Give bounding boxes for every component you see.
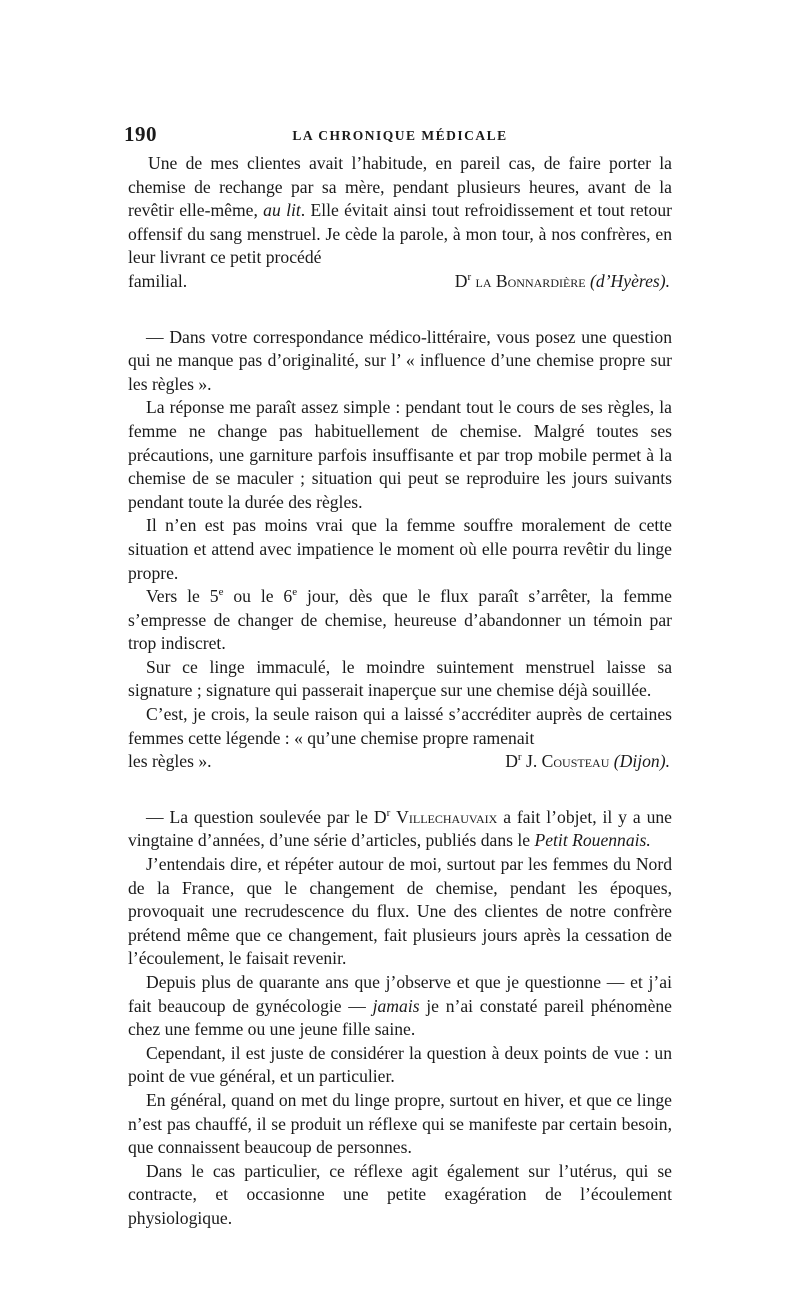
- paragraph: J’entendais dire, et répéter autour de moi, surtout par les femmes du Nord de la France, que le changement de chemise, pendant les époques, provoquait une recrudescence du flux. Une des clientes de notre confrère prétend même que ce changement, fait plusieurs jours après la cessation de l’écoulement, le faisait revenir.: [128, 854, 672, 969]
- paragraph: Vers le 5e ou le 6e jour, dès que le flux paraît s’arrêter, la femme s’empresse de changer de chemise, heureuse d’abandonner un témoin par trop indiscret.: [128, 586, 672, 654]
- italic-text: au lit: [263, 200, 301, 221]
- paragraph: Cependant, il est juste de considérer la question à deux points de vue : un point de vue général, et un particulier.: [128, 1042, 672, 1087]
- paragraph: Dans le cas particulier, ce réflexe agit également sur l’utérus, qui se contracte, et occasionne une petite exagération de l’écoulement physiologique.: [128, 1160, 672, 1228]
- letter-villechauvaix-reply: [128, 806, 672, 1231]
- paragraph: Sur ce linge immaculé, le moindre suintement menstruel laisse sa signature ; signature qui passerait inaperçue sur une chemise déjà souillée.: [128, 656, 672, 701]
- letter-la-bonnardiere: [128, 152, 672, 294]
- signature-line: familial. $D^r$ la Bonnardière (d’Hyères).: [128, 270, 672, 294]
- newspaper-title: Petit Rouennais.: [534, 830, 651, 851]
- signature: $D^r$ J. Cousteau (Dijon).: [505, 751, 670, 772]
- author-name: Villechauvaix: [396, 806, 498, 827]
- paragraph: C’est, je crois, la seule raison qui a laissé s’accréditer auprès de certaines femmes cette légende : « qu’une chemise propre ramenait: [128, 704, 672, 748]
- letter-cousteau: [128, 326, 672, 774]
- paragraph: Une de mes clientes avait l’habitude, en pareil cas, de faire porter la chemise de rechange par sa mère, pendant plusieurs heures, avant de la revêtir elle-même, au lit. Elle évitait ainsi tout refroidissement et tout retour offensif du sang menstruel. Je cède la parole, à mon tour, à nos confrères, en leur livrant ce petit procédé: [128, 153, 672, 268]
- paragraph: Il n’en est pas moins vrai que la femme souffre moralement de cette situation et attend avec impatience le moment où elle pourra revêtir du linge propre.: [128, 515, 672, 583]
- running-title: LA CHRONIQUE MÉDICALE: [292, 128, 508, 143]
- paragraph: — Dans votre correspondance médico-littéraire, vous posez une question qui ne manque pas d’originalité, sur l’ « influence d’une chemise propre sur les règles ».: [128, 326, 672, 394]
- paragraph: En général, quand on met du linge propre, surtout en hiver, et que ce linge n’est pas chauffé, il se produit un réflexe qui se manifeste par certain besoin, que connaissent beaucoup de personnes.: [128, 1089, 672, 1158]
- page: [124, 122, 672, 1231]
- paragraph: La réponse me paraît assez simple : pendant tout le cours de ses règles, la femme ne change pas habituellement de chemise. Malgré toutes ses précautions, une garniture parfois insuffisante et par trop mobile permet à la chemise de se maculer ; situation qui peut se reproduire les jours suivants pendant toute la durée des règles.: [128, 397, 672, 512]
- signature: $D^r$ la Bonnardière (d’Hyères).: [454, 270, 670, 291]
- paragraph: — La question soulevée par le $D^r$ Villechauvaix a fait l’objet, il y a une vingtaine d’années, d’une série d’articles, publiés dans le Petit Rouennais.: [128, 806, 672, 851]
- signature-line: les règles ». $D^r$ J. Cousteau (Dijon).: [128, 750, 672, 774]
- italic-text: jamais: [372, 995, 420, 1016]
- author-place: (Dijon).: [613, 751, 670, 772]
- paragraph: Depuis plus de quarante ans que j’observe et que je questionne — et j’ai fait beaucoup de gynécologie — jamais je n’ai constaté pareil phénomène chez une femme ou une jeune fille saine.: [128, 972, 672, 1040]
- page-number: 190: [124, 122, 157, 146]
- author-place: (d’Hyères).: [590, 270, 670, 291]
- author-name: la Bonnardière: [475, 270, 586, 291]
- running-header: [124, 122, 672, 152]
- author-name: Cousteau: [541, 751, 610, 772]
